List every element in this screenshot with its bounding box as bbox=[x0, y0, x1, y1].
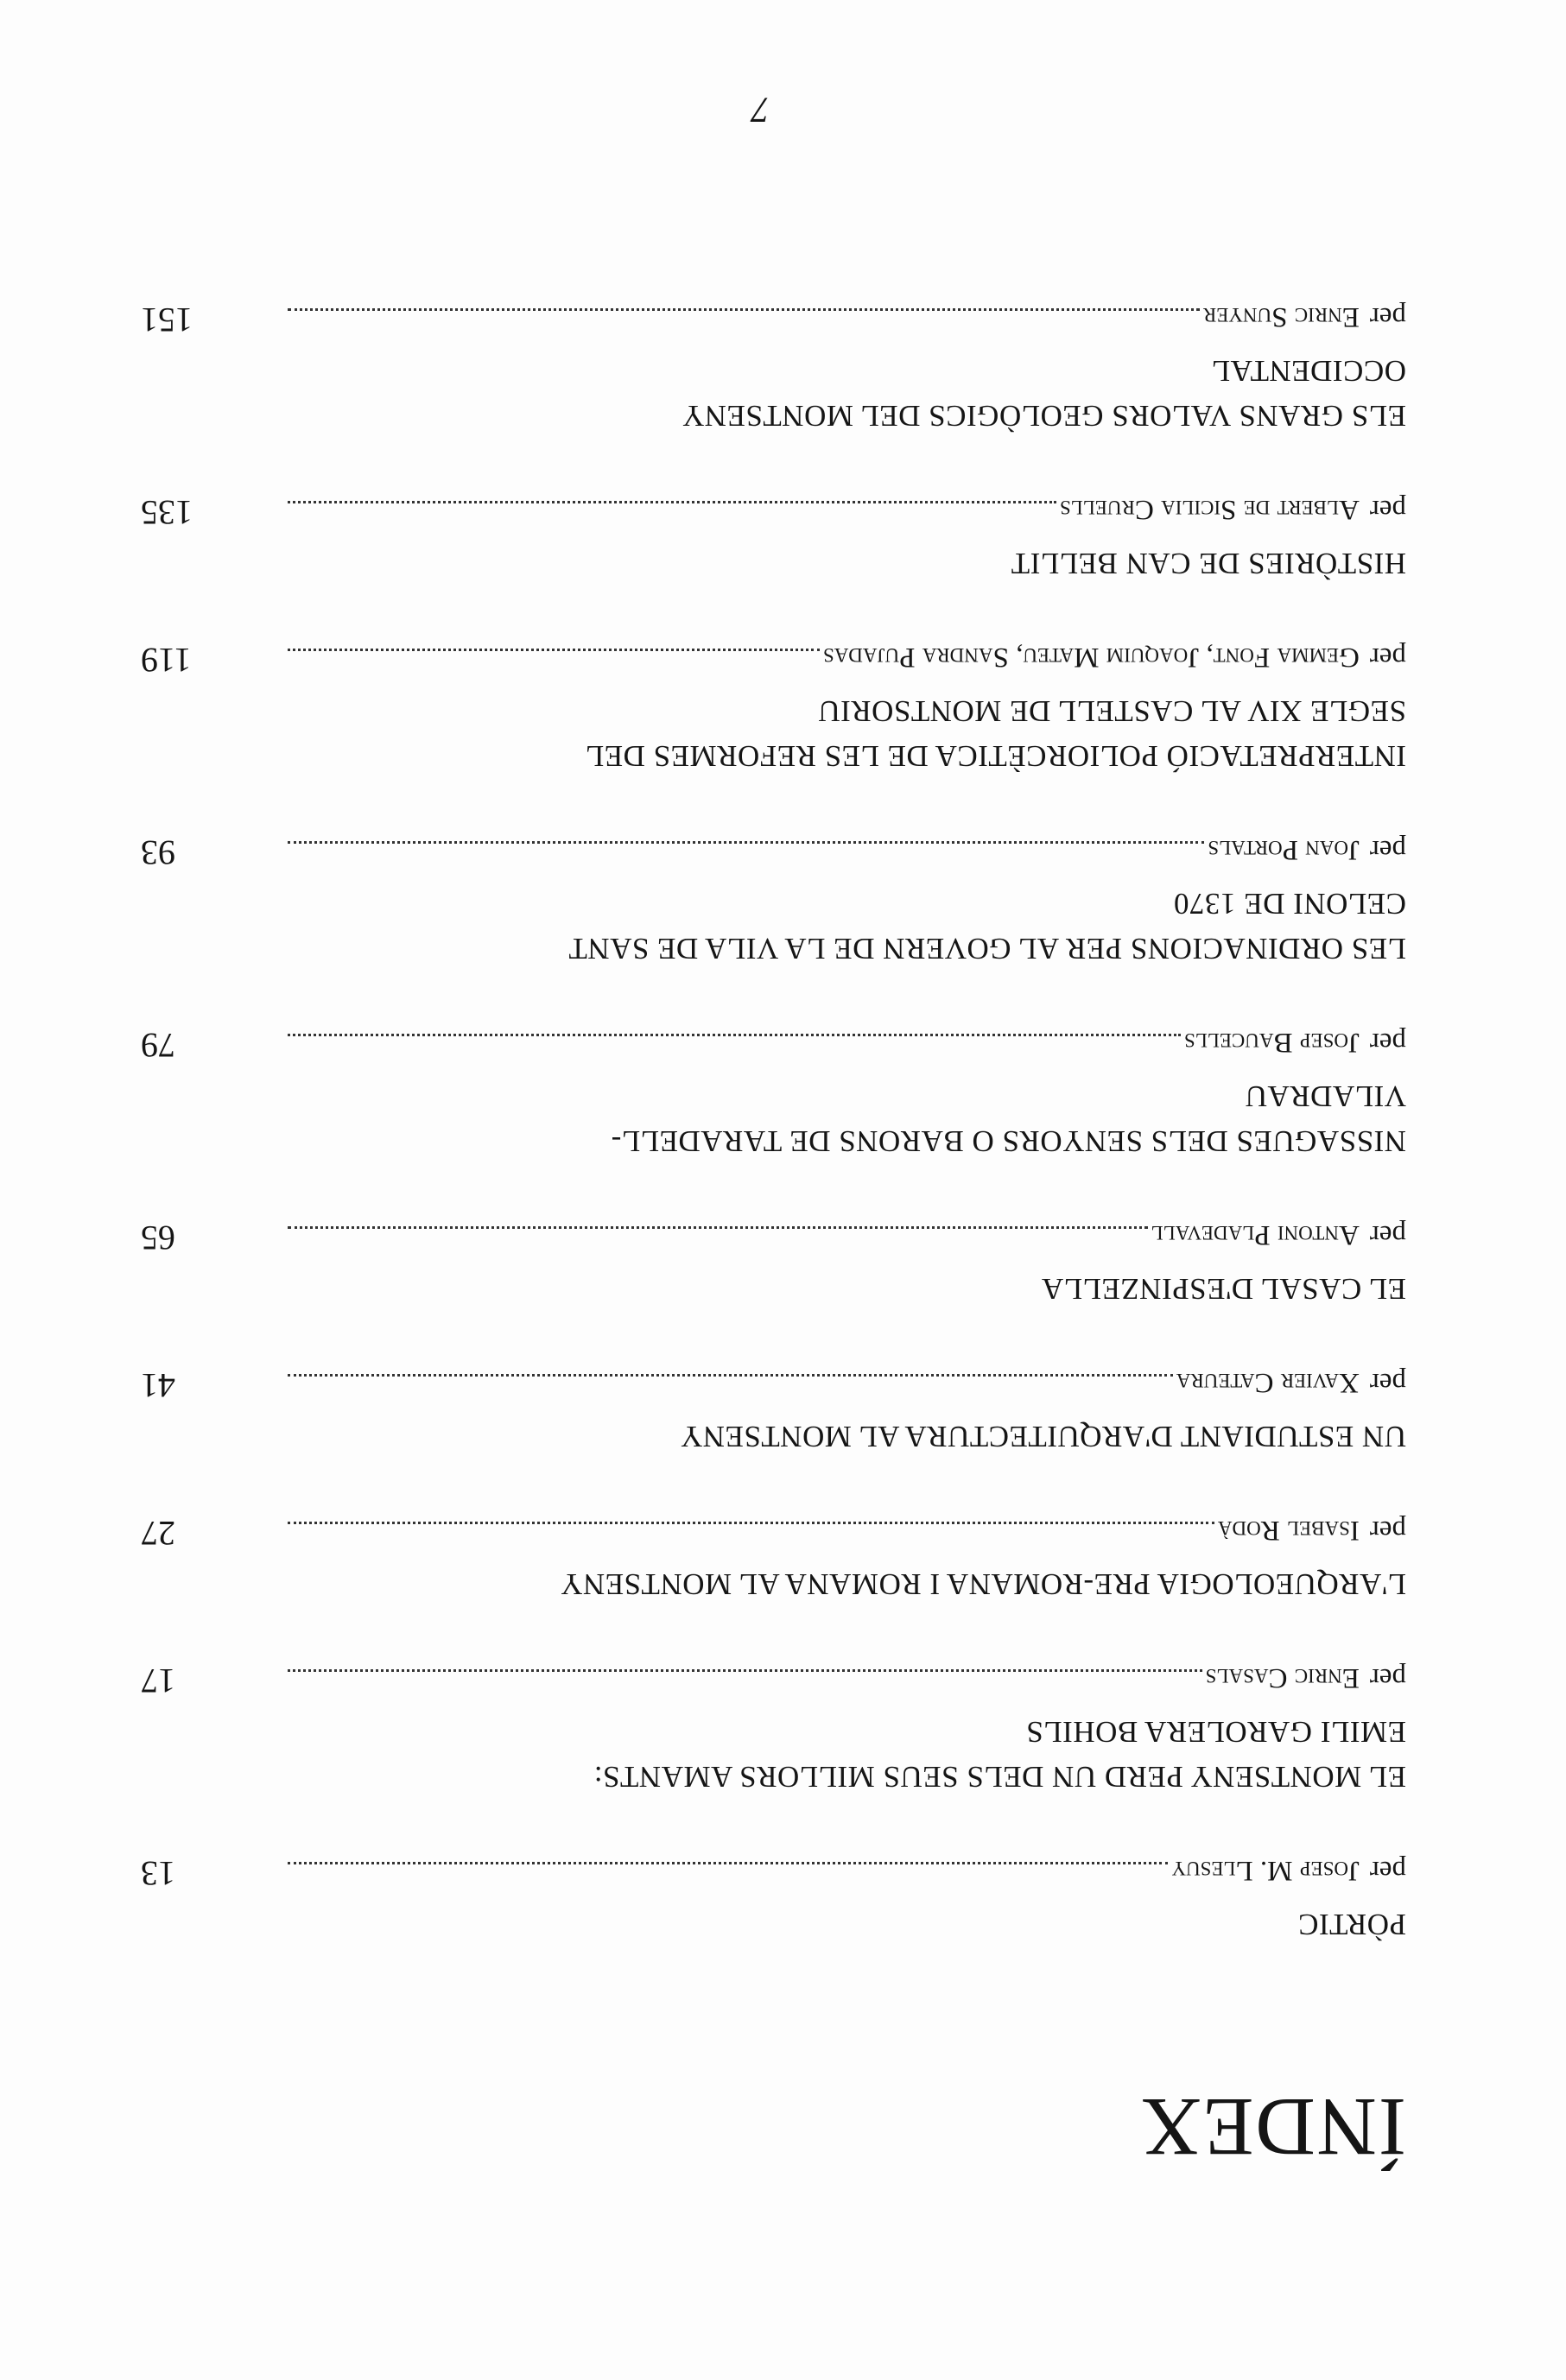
page-number: 93 bbox=[141, 833, 175, 872]
author-prefix: per bbox=[1369, 1367, 1406, 1398]
entry-title-continued: OCCIDENTAL bbox=[1211, 354, 1406, 388]
toc-entry bbox=[141, 828, 1406, 971]
dot-leader bbox=[288, 1669, 1202, 1672]
entry-title-continued: CELONI DE 1370 bbox=[1173, 887, 1406, 921]
author-line bbox=[141, 636, 1406, 681]
toc-entry bbox=[141, 636, 1406, 778]
entry-author: Xavier Cateura bbox=[1176, 1367, 1360, 1398]
page-number: 79 bbox=[141, 1026, 175, 1065]
author-line bbox=[141, 1021, 1406, 1067]
page-number: 65 bbox=[141, 1218, 175, 1257]
author-line bbox=[141, 295, 1406, 341]
dot-leader bbox=[288, 1226, 1148, 1229]
author-prefix: per bbox=[1369, 642, 1406, 673]
author-prefix: per bbox=[1369, 1027, 1406, 1058]
entry-title: L'ARQUEOLOGIA PRE-ROMANA I ROMANA AL MONTSENY bbox=[560, 1567, 1406, 1601]
entry-title: NISSAGUES DELS SENYORS O BARONS DE TARADELL- bbox=[611, 1124, 1406, 1158]
dot-leader bbox=[288, 649, 820, 651]
entry-author: Josep M. Llesuy bbox=[1171, 1855, 1360, 1886]
author-line bbox=[141, 488, 1406, 534]
entry-title: LES ORDINACIONS PER AL GOVERN DE LA VILA DE SANT bbox=[568, 932, 1406, 965]
entry-author: Gemma Font, Joaquim Mateu, Sandra Pujadas bbox=[822, 642, 1360, 673]
toc-entry bbox=[141, 1361, 1406, 1459]
author-line bbox=[141, 1849, 1406, 1895]
entry-title: INTERPRETACIÓ POLIORCÈTICA DE LES REFORMES DEL bbox=[585, 739, 1406, 773]
page-number: 135 bbox=[141, 493, 193, 532]
table-of-contents bbox=[141, 245, 1406, 1946]
entry-title: EL CASAL D'ESPINZELLA bbox=[1041, 1272, 1406, 1306]
toc-entry bbox=[141, 295, 1406, 438]
entry-title-continued: SEGLE XIV AL CASTELL DE MONTSORIU bbox=[817, 694, 1406, 728]
entry-title: HISTÒRIES DE CAN BELLIT bbox=[1011, 547, 1406, 580]
entry-author: Enric Sunyer bbox=[1202, 301, 1360, 332]
author-line bbox=[141, 1656, 1406, 1702]
entry-author: Isabel Rodà bbox=[1217, 1515, 1360, 1546]
entry-author: Josep Baucells bbox=[1184, 1027, 1360, 1058]
page-number: 17 bbox=[141, 1662, 175, 1700]
entry-title: UN ESTUDIANT D'ARQUITECTURA AL MONTSENY bbox=[680, 1420, 1406, 1453]
author-line bbox=[141, 1361, 1406, 1407]
toc-entry bbox=[141, 1849, 1406, 1946]
page-number: 151 bbox=[141, 301, 193, 339]
entry-title: ELS GRANS VALORS GEOLÒGICS DEL MONTSENY bbox=[682, 399, 1406, 433]
page-number: 41 bbox=[141, 1366, 175, 1405]
dot-leader bbox=[288, 1522, 1214, 1524]
entry-author: Albert de Sicilia Cruells bbox=[1059, 494, 1360, 525]
dot-leader bbox=[288, 1034, 1181, 1036]
entry-title: PÒRTIC bbox=[1297, 1908, 1406, 1941]
author-line bbox=[141, 1509, 1406, 1554]
dot-leader bbox=[288, 1374, 1173, 1377]
toc-entry bbox=[141, 488, 1406, 586]
author-line bbox=[141, 1213, 1406, 1259]
author-prefix: per bbox=[1369, 1855, 1406, 1886]
dot-leader bbox=[288, 1862, 1168, 1864]
entry-title-continued: VILADRAU bbox=[1245, 1079, 1406, 1113]
dot-leader bbox=[288, 841, 1204, 844]
page-number: 13 bbox=[141, 1854, 175, 1893]
author-prefix: per bbox=[1369, 494, 1406, 525]
page-folio: 7 bbox=[751, 89, 770, 129]
entry-author: Joan Portals bbox=[1208, 834, 1360, 865]
toc-entry bbox=[141, 1656, 1406, 1799]
page-number: 119 bbox=[141, 641, 192, 680]
author-prefix: per bbox=[1369, 1219, 1406, 1250]
page-number: 27 bbox=[141, 1514, 175, 1553]
author-prefix: per bbox=[1369, 1662, 1406, 1693]
entry-author: Enric Casals bbox=[1205, 1662, 1360, 1693]
author-line bbox=[141, 828, 1406, 874]
author-prefix: per bbox=[1369, 301, 1406, 332]
author-prefix: per bbox=[1369, 834, 1406, 865]
toc-entry bbox=[141, 1021, 1406, 1163]
dot-leader bbox=[288, 501, 1056, 503]
entry-title: EL MONTSENY PERD UN DELS SEUS MILLORS AMANTS: bbox=[593, 1760, 1406, 1794]
dot-leader bbox=[288, 308, 1200, 311]
toc-entry bbox=[141, 1213, 1406, 1311]
page-title: ÍNDEX bbox=[1139, 2081, 1406, 2174]
author-prefix: per bbox=[1369, 1515, 1406, 1546]
entry-title-continued: EMILI GAROLERA BOHILS bbox=[1025, 1715, 1406, 1749]
entry-author: Antoni Pladevall bbox=[1151, 1219, 1360, 1250]
toc-entry bbox=[141, 1509, 1406, 1606]
